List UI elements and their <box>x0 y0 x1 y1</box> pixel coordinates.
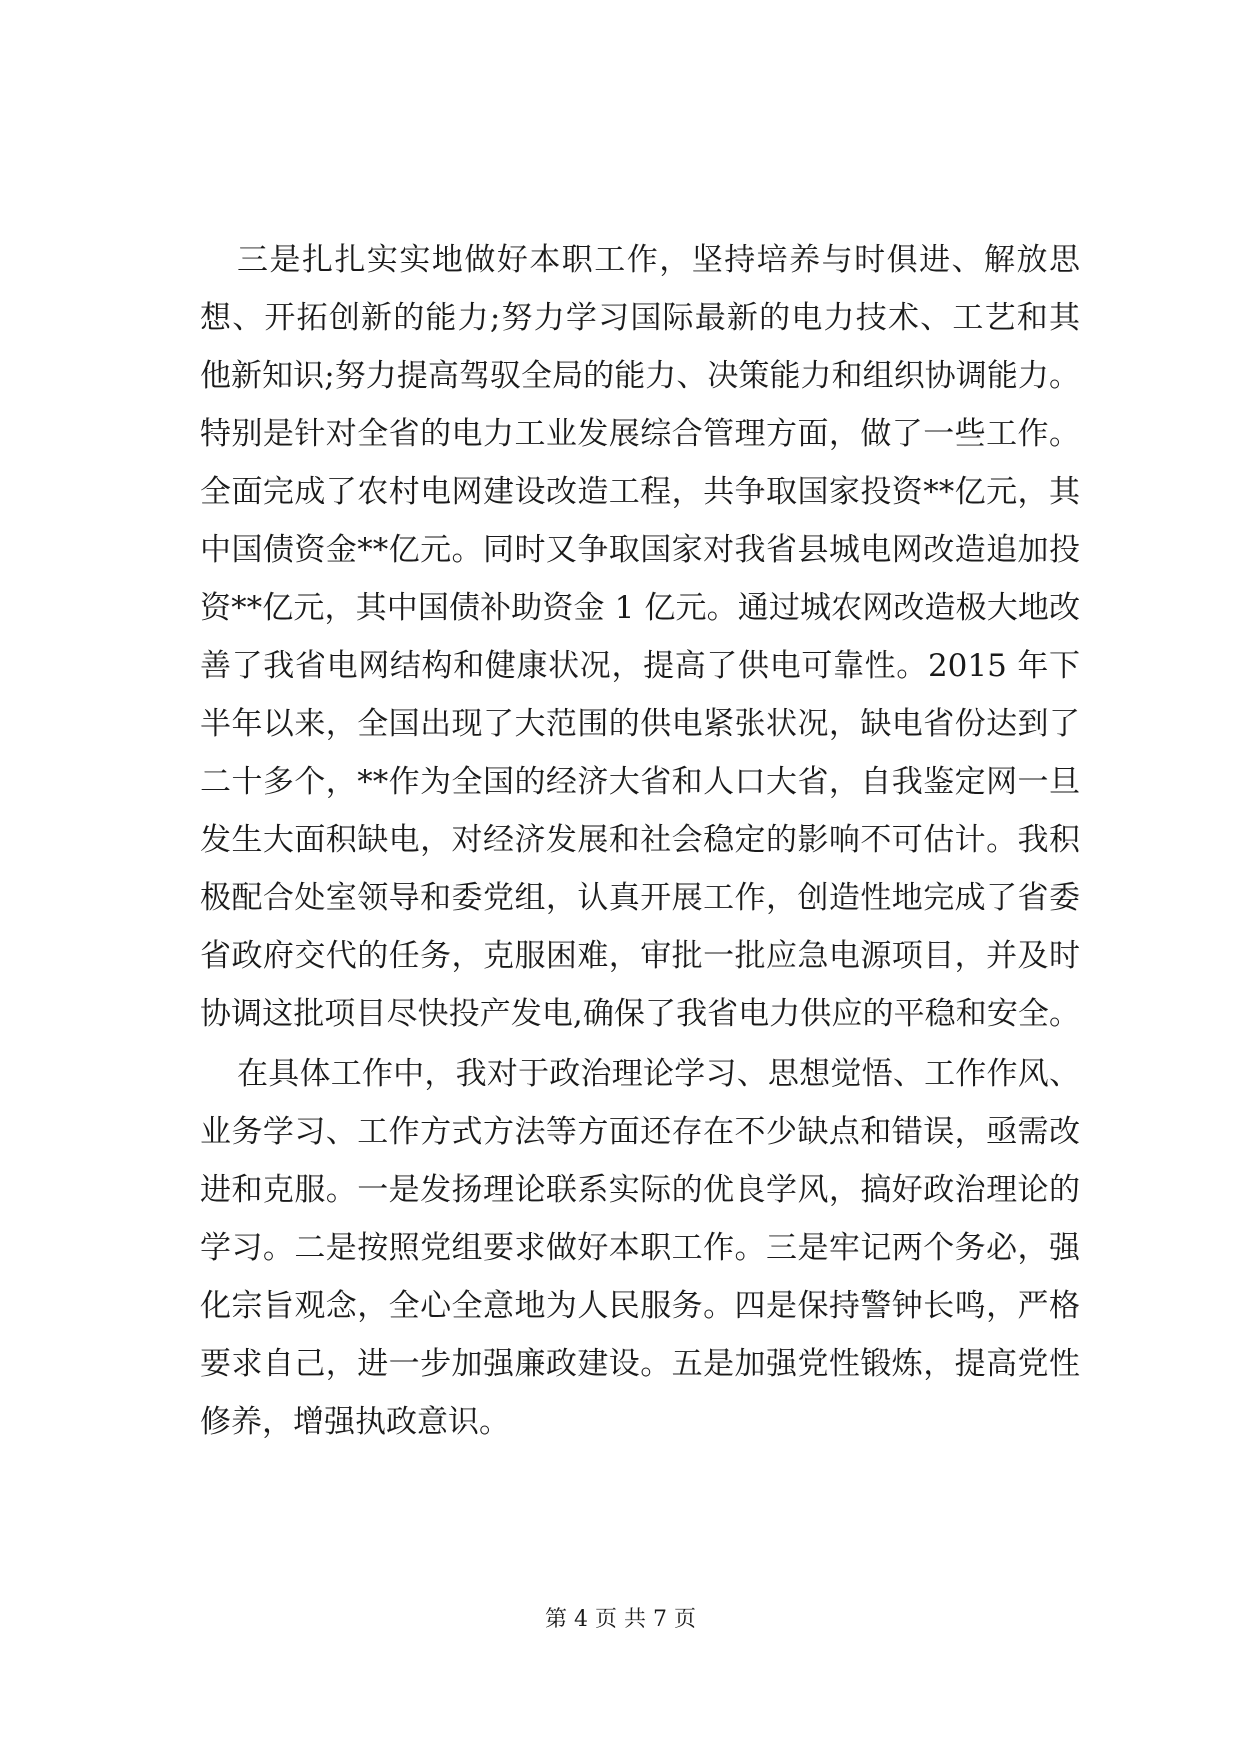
paragraph-2-line-2: 业务学习、工作方式方法等方面还存在不少缺点和错误，亟需改 <box>200 1114 1080 1150</box>
paragraph-1-line-3: 他新知识;努力提高驾驭全局的能力、决策能力和组织协调能力。 <box>200 358 1080 394</box>
paragraph-1-line-11: 发生大面积缺电，对经济发展和社会稳定的影响不可估计。我积 <box>200 822 1080 858</box>
paragraph-1-line-5: 全面完成了农村电网建设改造工程，共争取国家投资**亿元，其 <box>200 474 1080 510</box>
paragraph-1-line-4: 特别是针对全省的电力工业发展综合管理方面，做了一些工作。 <box>200 416 1080 452</box>
paragraph-1-line-12: 极配合处室领导和委党组，认真开展工作，创造性地完成了省委 <box>200 880 1080 916</box>
paragraph-2-line-6: 要求自己，进一步加强廉政建设。五是加强党性锻炼，提高党性 <box>200 1346 1080 1382</box>
paragraph-1-line-6: 中国债资金**亿元。同时又争取国家对我省县城电网改造追加投 <box>200 532 1080 568</box>
paragraph-2-line-5: 化宗旨观念，全心全意地为人民服务。四是保持警钟长鸣，严格 <box>200 1288 1080 1324</box>
page-number-footer: 第 4 页 共 7 页 <box>545 1607 696 1632</box>
paragraph-1-line-2: 想、开拓创新的能力;努力学习国际最新的电力技术、工艺和其 <box>200 300 1080 336</box>
paragraph-1-line-10: 二十多个，**作为全国的经济大省和人口大省，自我鉴定网一旦 <box>200 764 1080 800</box>
paragraph-2-line-3: 进和克服。一是发扬理论联系实际的优良学风，搞好政治理论的 <box>200 1172 1080 1208</box>
paragraph-2-line-4: 学习。二是按照党组要求做好本职工作。三是牢记两个务必，强 <box>200 1230 1080 1266</box>
paragraph-2-line-1: 在具体工作中，我对于政治理论学习、思想觉悟、工作作风、 <box>237 1056 1080 1092</box>
paragraph-1-line-13: 省政府交代的任务，克服困难，审批一批应急电源项目，并及时 <box>200 938 1080 974</box>
paragraph-1-line-7: 资**亿元，其中国债补助资金 1 亿元。通过城农网改造极大地改 <box>200 590 1080 626</box>
paragraph-1-line-14: 协调这批项目尽快投产发电,确保了我省电力供应的平稳和安全。 <box>200 996 1080 1032</box>
paragraph-2-line-7: 修养，增强执政意识。 <box>200 1404 510 1440</box>
paragraph-1-line-9: 半年以来，全国出现了大范围的供电紧张状况，缺电省份达到了 <box>200 706 1080 742</box>
paragraph-1-line-8: 善了我省电网结构和健康状况，提高了供电可靠性。2015 年下 <box>200 648 1080 684</box>
paragraph-1-line-1: 三是扎扎实实地做好本职工作，坚持培养与时俱进、解放思 <box>237 242 1080 278</box>
